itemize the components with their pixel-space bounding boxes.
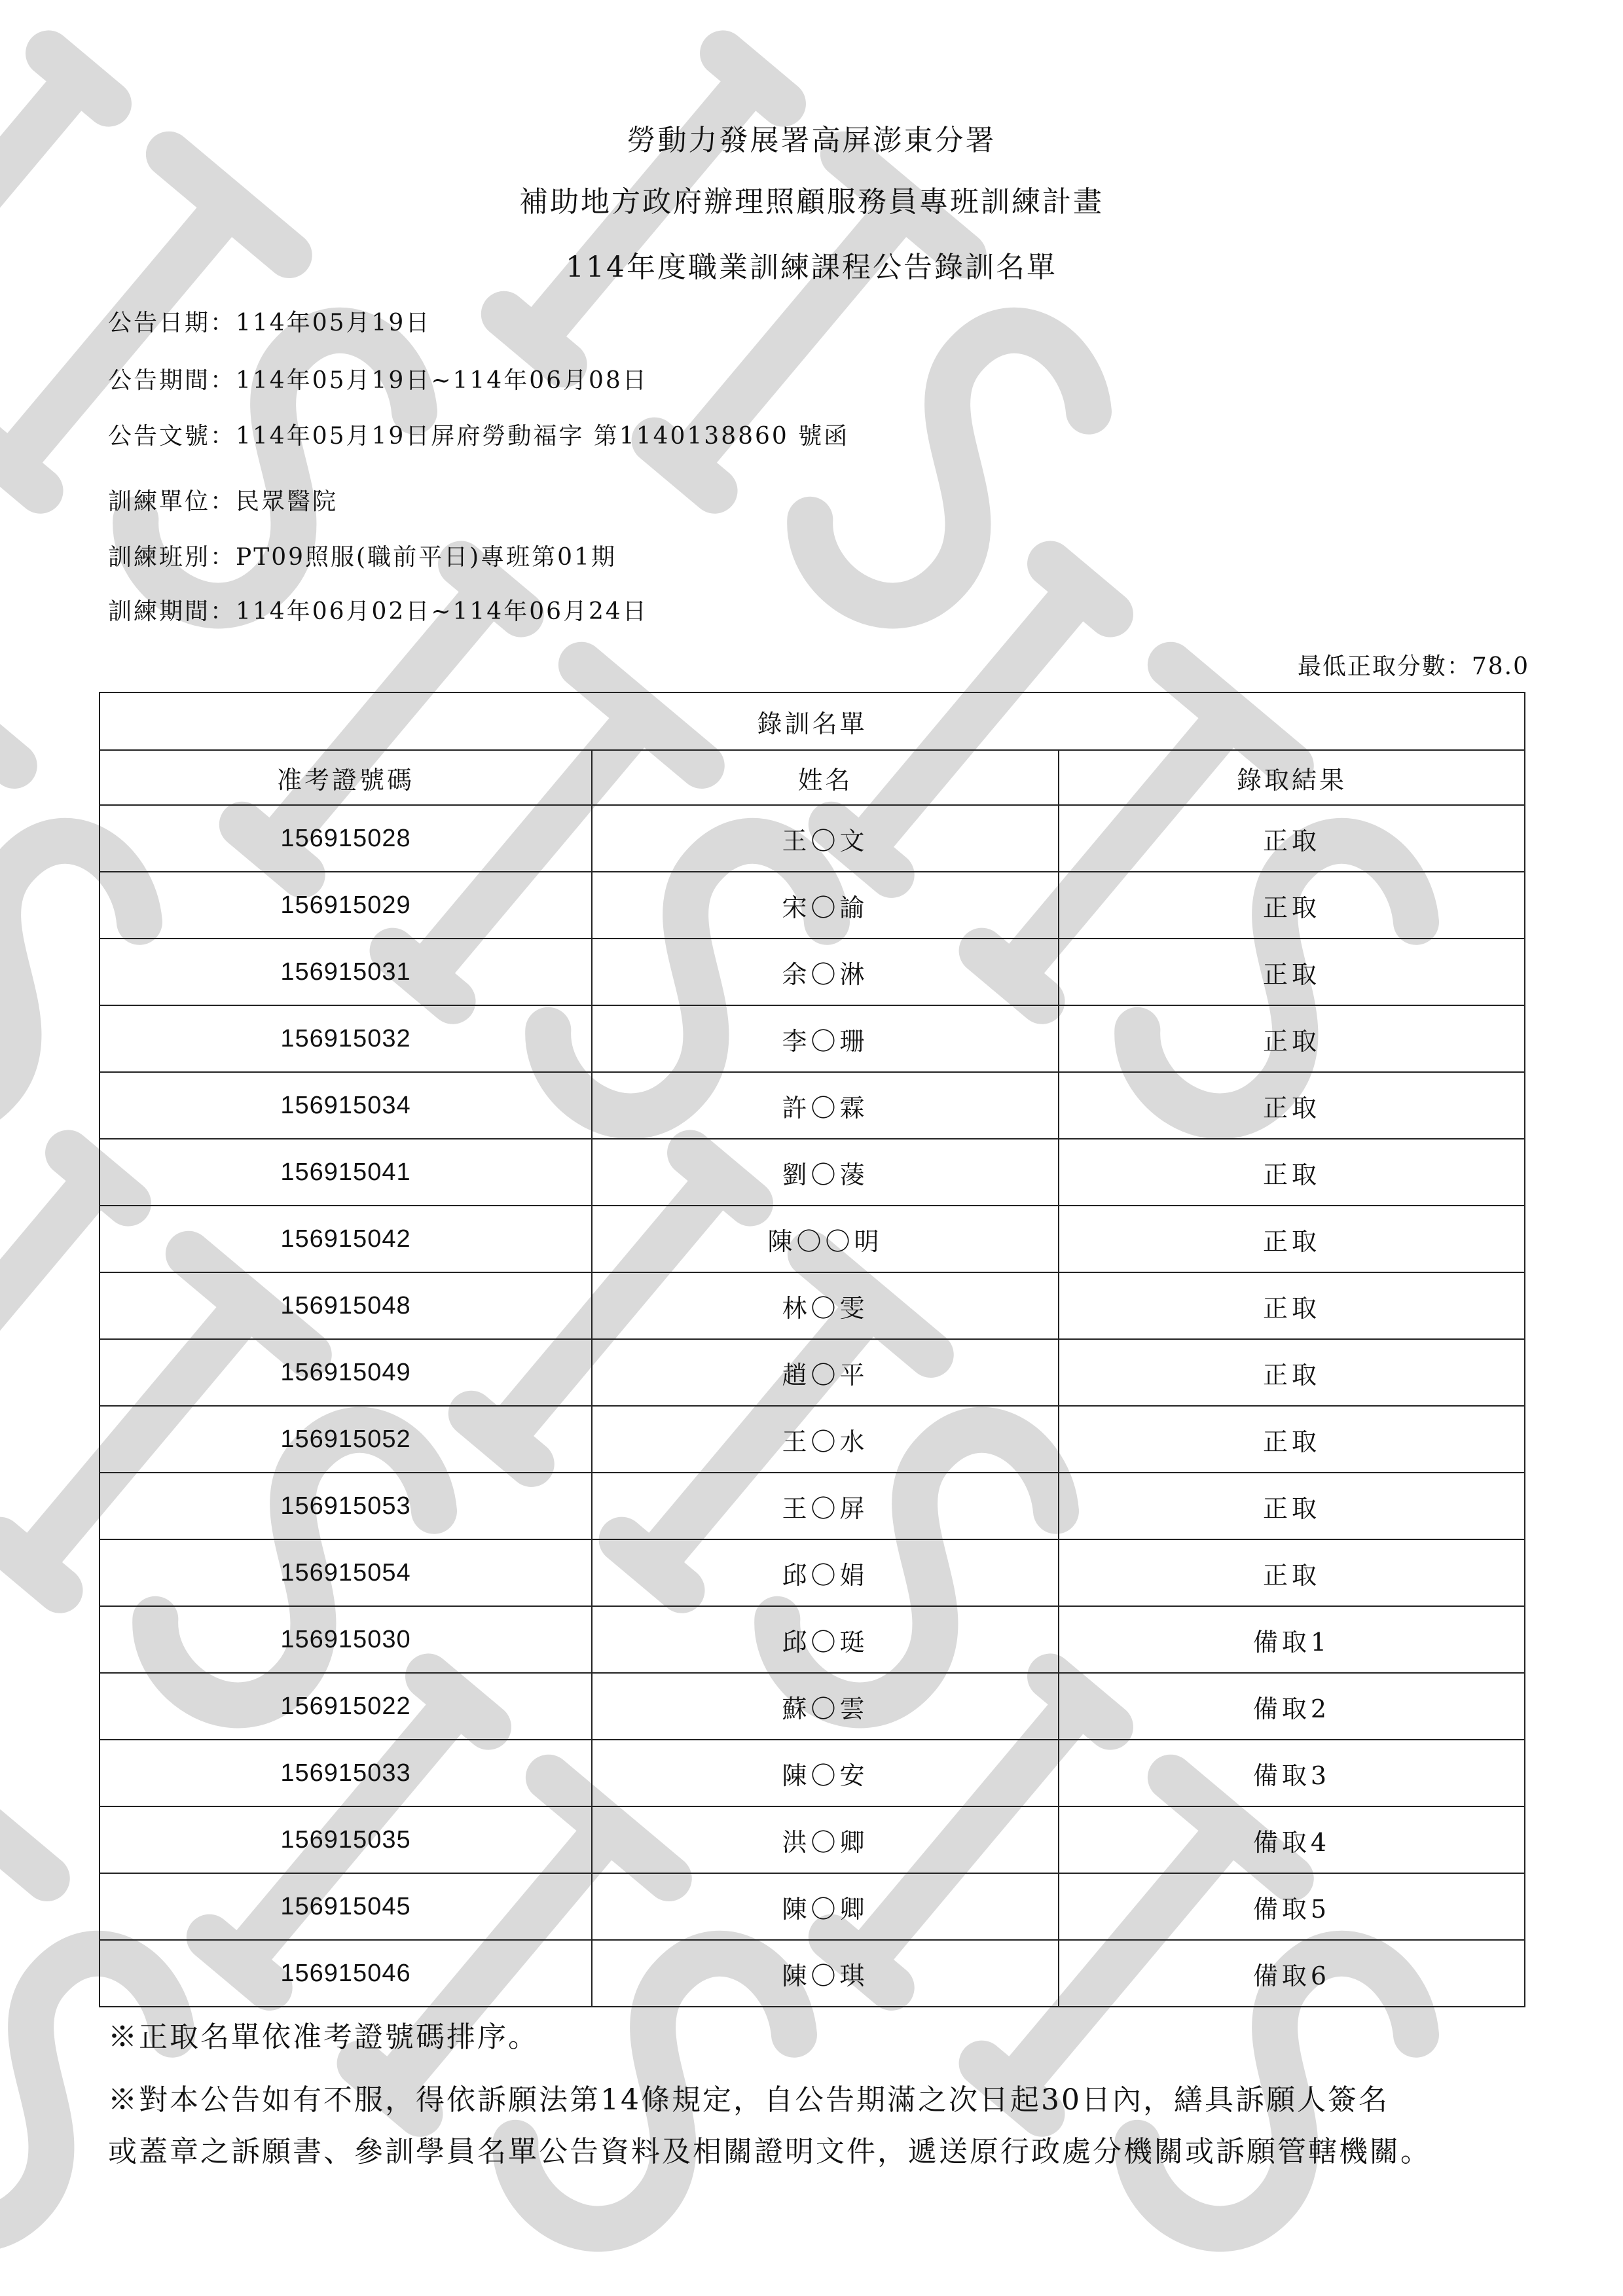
name-cell: 陳〇琪 <box>592 1940 1059 2007</box>
exam-number-cell: 156915034 <box>100 1072 592 1139</box>
name-cell: 邱〇娟 <box>592 1539 1059 1606</box>
table-row <box>100 1673 1525 1740</box>
result-cell: 備取5 <box>1059 1873 1525 1940</box>
appeal-note-line2: 或蓋章之訴願書、參訓學員名單公告資料及相關證明文件，遞送原行政處分機關或訴願管轄機關。 <box>108 2135 1431 2168</box>
result-cell: 正取 <box>1059 1406 1525 1473</box>
result-cell: 正取 <box>1059 1005 1525 1072</box>
exam-number-cell: 156915054 <box>100 1539 592 1606</box>
name-cell: 王〇水 <box>592 1406 1059 1473</box>
name-cell: 林〇雯 <box>592 1272 1059 1339</box>
table-row <box>100 1806 1525 1873</box>
exam-number-cell: 156915029 <box>100 872 592 939</box>
name-cell: 陳〇安 <box>592 1740 1059 1806</box>
exam-number-cell: 156915022 <box>100 1673 592 1740</box>
result-cell: 正取 <box>1059 872 1525 939</box>
table-row <box>100 1740 1525 1806</box>
table-row <box>100 1473 1525 1539</box>
appeal-note-line1: ※對本公告如有不服，得依訴願法第14條規定，自公告期滿之次日起30日內，繕具訴願人簽名 <box>108 2083 1389 2117</box>
table-row <box>100 1873 1525 1940</box>
name-cell: 蘇〇雲 <box>592 1673 1059 1740</box>
table-row <box>100 872 1525 939</box>
program-title: 補助地方政府辦理照顧服務員專班訓練計畫 <box>519 185 1104 219</box>
exam-number-cell: 156915035 <box>100 1806 592 1873</box>
training-class: 訓練班別：PT09照服(職前平日)專班第01期 <box>108 544 617 571</box>
list-title: 114年度職業訓練課程公告錄訓名單 <box>566 251 1057 284</box>
agency-title: 勞動力發展署高屏澎東分署 <box>627 124 996 157</box>
result-cell: 正取 <box>1059 1339 1525 1406</box>
roster-body <box>100 805 1525 2007</box>
result-cell: 正取 <box>1059 1139 1525 1206</box>
sort-note: ※正取名單依准考證號碼排序。 <box>108 2020 539 2054</box>
table-row <box>100 1606 1525 1673</box>
exam-number-cell: 156915053 <box>100 1473 592 1539</box>
col-header-exam-number: 准考證號碼 <box>100 750 592 805</box>
exam-number-cell: 156915052 <box>100 1406 592 1473</box>
name-cell: 余〇淋 <box>592 939 1059 1005</box>
exam-number-cell: 156915028 <box>100 805 592 872</box>
announce-date: 公告日期：114年05月19日 <box>108 310 431 336</box>
exam-number-cell: 156915032 <box>100 1005 592 1072</box>
name-cell: 李〇珊 <box>592 1005 1059 1072</box>
table-row <box>100 1339 1525 1406</box>
training-period: 訓練期間：114年06月02日~114年06月24日 <box>108 598 648 625</box>
result-cell: 正取 <box>1059 805 1525 872</box>
col-header-name: 姓名 <box>592 750 1059 805</box>
exam-number-cell: 156915049 <box>100 1339 592 1406</box>
name-cell: 陳〇卿 <box>592 1873 1059 1940</box>
result-cell: 正取 <box>1059 1206 1525 1272</box>
table-row <box>100 1539 1525 1606</box>
table-caption: 錄訓名單 <box>100 692 1525 750</box>
col-header-result: 錄取結果 <box>1059 750 1525 805</box>
exam-number-cell: 156915031 <box>100 939 592 1005</box>
result-cell: 備取4 <box>1059 1806 1525 1873</box>
name-cell: 王〇文 <box>592 805 1059 872</box>
table-row <box>100 1005 1525 1072</box>
result-cell: 備取2 <box>1059 1673 1525 1740</box>
exam-number-cell: 156915046 <box>100 1940 592 2007</box>
result-cell: 正取 <box>1059 1539 1525 1606</box>
name-cell: 王〇屏 <box>592 1473 1059 1539</box>
table-row <box>100 1272 1525 1339</box>
exam-number-cell: 156915048 <box>100 1272 592 1339</box>
exam-number-cell: 156915042 <box>100 1206 592 1272</box>
table-row <box>100 805 1525 872</box>
result-cell: 正取 <box>1059 939 1525 1005</box>
table-row <box>100 1940 1525 2007</box>
roster-table <box>99 692 1525 2007</box>
result-cell: 備取3 <box>1059 1740 1525 1806</box>
result-cell: 正取 <box>1059 1072 1525 1139</box>
result-cell: 備取6 <box>1059 1940 1525 2007</box>
exam-number-cell: 156915041 <box>100 1139 592 1206</box>
table-row <box>100 939 1525 1005</box>
name-cell: 許〇霖 <box>592 1072 1059 1139</box>
name-cell: 陳〇〇明 <box>592 1206 1059 1272</box>
result-cell: 正取 <box>1059 1473 1525 1539</box>
name-cell: 趙〇平 <box>592 1339 1059 1406</box>
name-cell: 劉〇蓤 <box>592 1139 1059 1206</box>
result-cell: 正取 <box>1059 1272 1525 1339</box>
table-row <box>100 1072 1525 1139</box>
name-cell: 洪〇卿 <box>592 1806 1059 1873</box>
table-row <box>100 1139 1525 1206</box>
table-row <box>100 1406 1525 1473</box>
min-score: 最低正取分數：78.0 <box>1297 653 1529 680</box>
announce-period: 公告期間：114年05月19日~114年06月08日 <box>108 367 648 394</box>
name-cell: 邱〇珽 <box>592 1606 1059 1673</box>
exam-number-cell: 156915030 <box>100 1606 592 1673</box>
exam-number-cell: 156915045 <box>100 1873 592 1940</box>
table-row <box>100 1206 1525 1272</box>
doc-number: 公告文號：114年05月19日屏府勞動福字 第1140138860 號函 <box>108 423 850 450</box>
name-cell: 宋〇諭 <box>592 872 1059 939</box>
training-unit: 訓練單位：民眾醫院 <box>108 488 338 515</box>
exam-number-cell: 156915033 <box>100 1740 592 1806</box>
result-cell: 備取1 <box>1059 1606 1525 1673</box>
